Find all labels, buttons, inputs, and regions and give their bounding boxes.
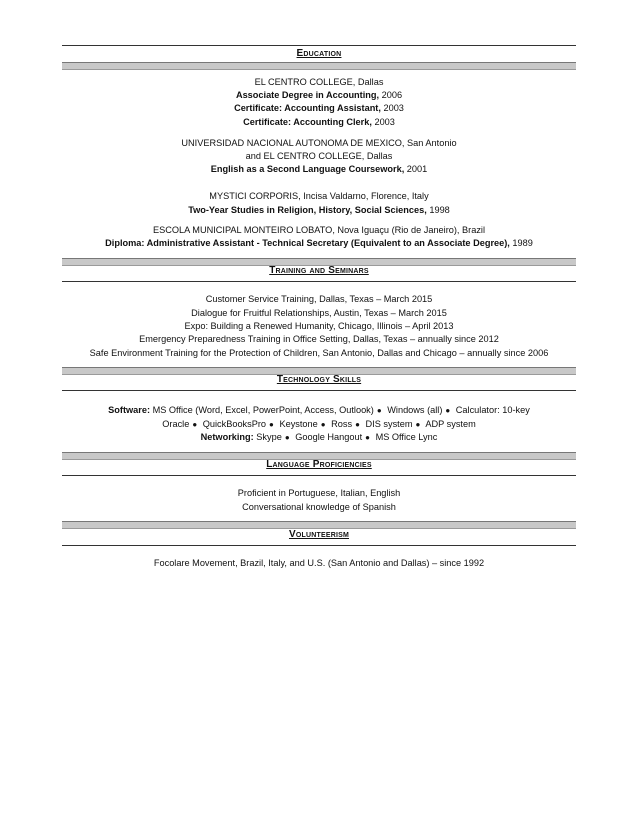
section-band (62, 62, 576, 70)
education-line: ESCOLA MUNICIPAL MONTEIRO LOBATO, Nova Iguaçu (Rio de Janeiro), Brazil (152, 225, 486, 235)
software-line-1: Software: MS Office (Word, Excel, PowerPoint, Access, Outlook) ● Windows (all) ● Calculator: 10-key (108, 405, 530, 415)
education-line: Associate Degree in Accounting, 2006 (235, 90, 403, 100)
education-line: UNIVERSIDAD NACIONAL AUTONOMA DE MEXICO, San Antonio (181, 138, 457, 148)
languages-heading: Language Proficiencies (266, 459, 372, 470)
training-line: Emergency Preparedness Training in Office Setting, Dallas, Texas – annually since 2012 (139, 334, 499, 344)
education-heading: Education (296, 48, 342, 59)
section-band (62, 521, 576, 529)
training-line: Safe Environment Training for the Protection of Children, San Antonio, Dallas and Chicago – annually since 2006 (89, 348, 549, 358)
language-line: Conversational knowledge of Spanish (242, 502, 396, 512)
divider (62, 545, 576, 546)
education-line: and EL CENTRO COLLEGE, Dallas (245, 151, 393, 161)
language-line: Proficient in Portuguese, Italian, English (237, 488, 401, 498)
divider (62, 281, 576, 282)
training-line: Customer Service Training, Dallas, Texas – March 2015 (205, 294, 433, 304)
networking-label: Networking: (200, 432, 254, 442)
divider (62, 475, 576, 476)
education-line: Certificate: Accounting Assistant, 2003 (234, 103, 404, 113)
software-line-2: Oracle ● QuickBooksPro ● Keystone ● Ross ● DIS system ● ADP system (162, 419, 476, 429)
divider (62, 45, 576, 46)
training-line: Expo: Building a Renewed Humanity, Chicago, Illinois – April 2013 (184, 321, 454, 331)
volunteer-line: Focolare Movement, Brazil, Italy, and U.S. (San Antonio and Dallas) – since 1992 (153, 558, 485, 568)
education-line: EL CENTRO COLLEGE, Dallas (254, 77, 384, 87)
education-line: English as a Second Language Coursework, 2001 (210, 164, 428, 174)
training-line: Dialogue for Fruitful Relationships, Austin, Texas – March 2015 (191, 308, 447, 318)
networking-line: Networking: Skype ● Google Hangout ● MS Office Lync (200, 432, 438, 442)
training-heading: Training and Seminars (269, 265, 369, 276)
education-line: Diploma: Administrative Assistant - Technical Secretary (Equivalent to an Associate Degree), 1989 (105, 238, 533, 248)
education-line: Certificate: Accounting Clerk, 2003 (243, 117, 395, 127)
education-line: MYSTICI CORPORIS, Incisa Valdarno, Florence, Italy (209, 191, 429, 201)
divider (62, 390, 576, 391)
volunteerism-heading: Volunteerism (288, 529, 349, 540)
software-label: Software: (108, 405, 151, 415)
education-line: Two-Year Studies in Religion, History, Social Sciences, 1998 (188, 205, 450, 215)
technology-heading: Technology Skills (276, 374, 362, 385)
